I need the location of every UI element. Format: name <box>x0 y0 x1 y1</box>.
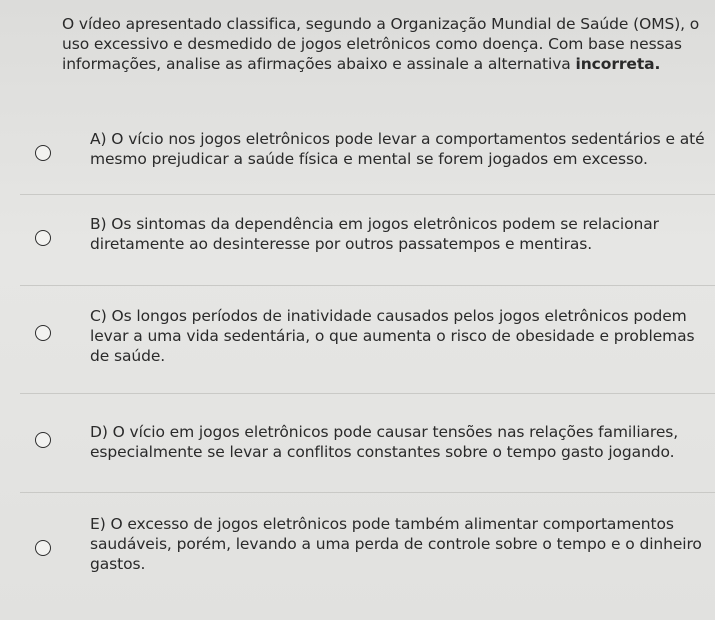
radio-button-e[interactable] <box>35 540 51 556</box>
divider <box>20 285 715 286</box>
radio-button-a[interactable] <box>35 145 51 161</box>
divider <box>20 393 715 394</box>
question-emphasis: incorreta. <box>575 55 661 73</box>
radio-button-c[interactable] <box>35 325 51 341</box>
option-e[interactable] <box>0 515 715 605</box>
radio-button-b[interactable] <box>35 230 51 246</box>
option-b-label: B) Os sintomas da dependência em jogos eletrônicos podem se relacionar diretamente ao desinteresse por outros passatempos e mentiras. <box>90 215 659 253</box>
option-e-label: E) O excesso de jogos eletrônicos pode também alimentar comportamentos saudáveis, porém, levando a uma perda de controle sobre o tempo e o dinheiro gastos. <box>90 515 702 573</box>
divider <box>20 492 715 493</box>
option-c-label: C) Os longos períodos de inatividade causados pelos jogos eletrônicos podem levar a uma vida sedentária, o que aumenta o risco de obesidade e problemas de saúde. <box>90 307 695 365</box>
question-body: O vídeo apresentado classifica, segundo a Organização Mundial de Saúde (OMS), o uso excessivo e desmedido de jogos eletrônicos como doença. Com base nessas informações, analise as afirmações abaixo e assinale a alternativa <box>62 15 700 73</box>
question-text <box>62 14 712 74</box>
option-b[interactable] <box>0 215 715 275</box>
option-a-label: A) O vício nos jogos eletrônicos pode levar a comportamentos sedentários e até mesmo prejudicar a saúde física e mental se forem jogados em excesso. <box>90 130 705 168</box>
option-a[interactable] <box>0 130 715 190</box>
option-c[interactable] <box>0 307 715 390</box>
option-d-label: D) O vício em jogos eletrônicos pode causar tensões nas relações familiares, especialmente se levar a conflitos constantes sobre o tempo gasto jogando. <box>90 423 679 461</box>
divider <box>20 194 715 195</box>
radio-button-d[interactable] <box>35 432 51 448</box>
option-d[interactable] <box>0 423 715 478</box>
